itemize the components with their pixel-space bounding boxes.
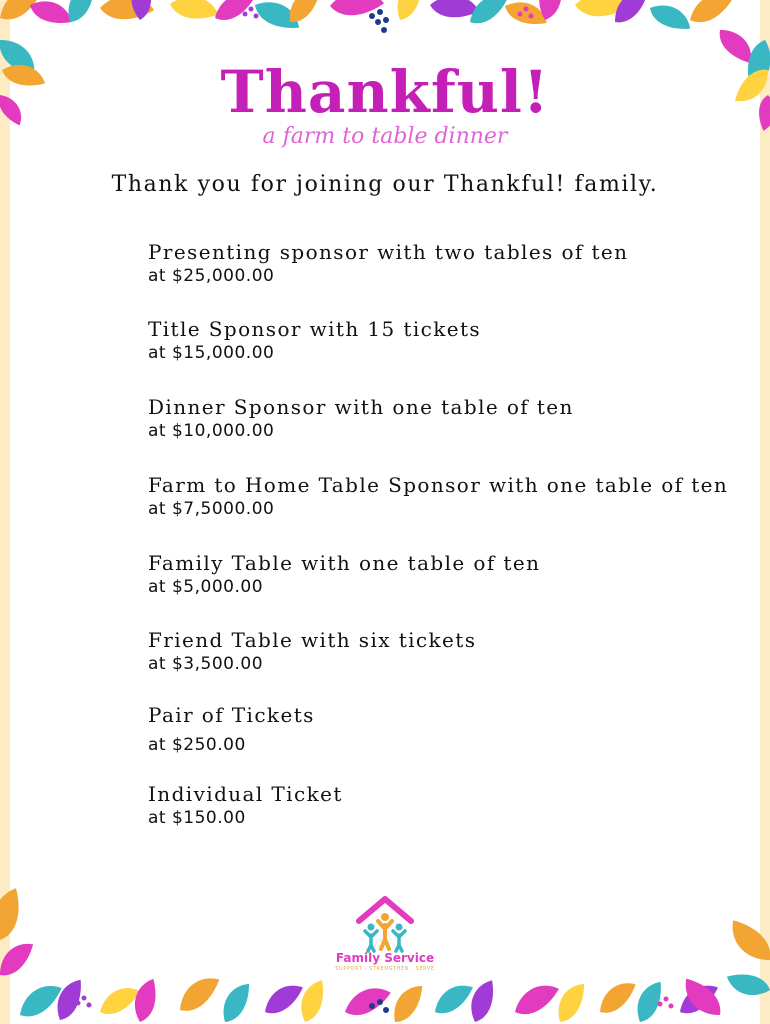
tier-price: at $7,5000.00 [148,499,275,519]
list-item [148,628,476,674]
tier-price: at $250.00 [148,735,246,755]
tier-name: Pair of Tickets [148,703,315,727]
list-item [148,240,628,286]
tier-price: at $10,000.00 [148,421,275,441]
tier-price: at $150.00 [148,808,246,828]
list-item [148,317,481,363]
tier-name: Presenting sponsor with two tables of ten [148,240,629,264]
logo-tagline: SUPPORT · STRENGTHEN · SERVE [335,966,435,972]
logo-name: Family Service [335,951,435,965]
list-item [148,703,315,755]
list-item [148,395,574,441]
tier-price: at $3,500.00 [148,654,264,674]
page-subtitle: a farm to table dinner [262,124,508,149]
page-title: Thankful! [220,58,550,126]
house-family-icon [355,895,415,953]
tier-name: Family Table with one table of ten [148,551,541,575]
list-item [148,473,728,519]
tier-name: Friend Table with six tickets [148,628,477,652]
family-service-logo [330,895,440,985]
tier-name: Dinner Sponsor with one table of ten [148,395,574,419]
list-item [148,551,540,597]
tier-name: Title Sponsor with 15 tickets [148,317,482,341]
intro-text: Thank you for joining our Thankful! family. [111,172,659,197]
tier-name: Farm to Home Table Sponsor with one table of ten [148,473,729,497]
tier-price: at $5,000.00 [148,577,264,597]
list-item [148,782,343,828]
tier-price: at $15,000.00 [148,343,275,363]
tier-price: at $25,000.00 [148,266,275,286]
tier-name: Individual Ticket [148,782,343,806]
